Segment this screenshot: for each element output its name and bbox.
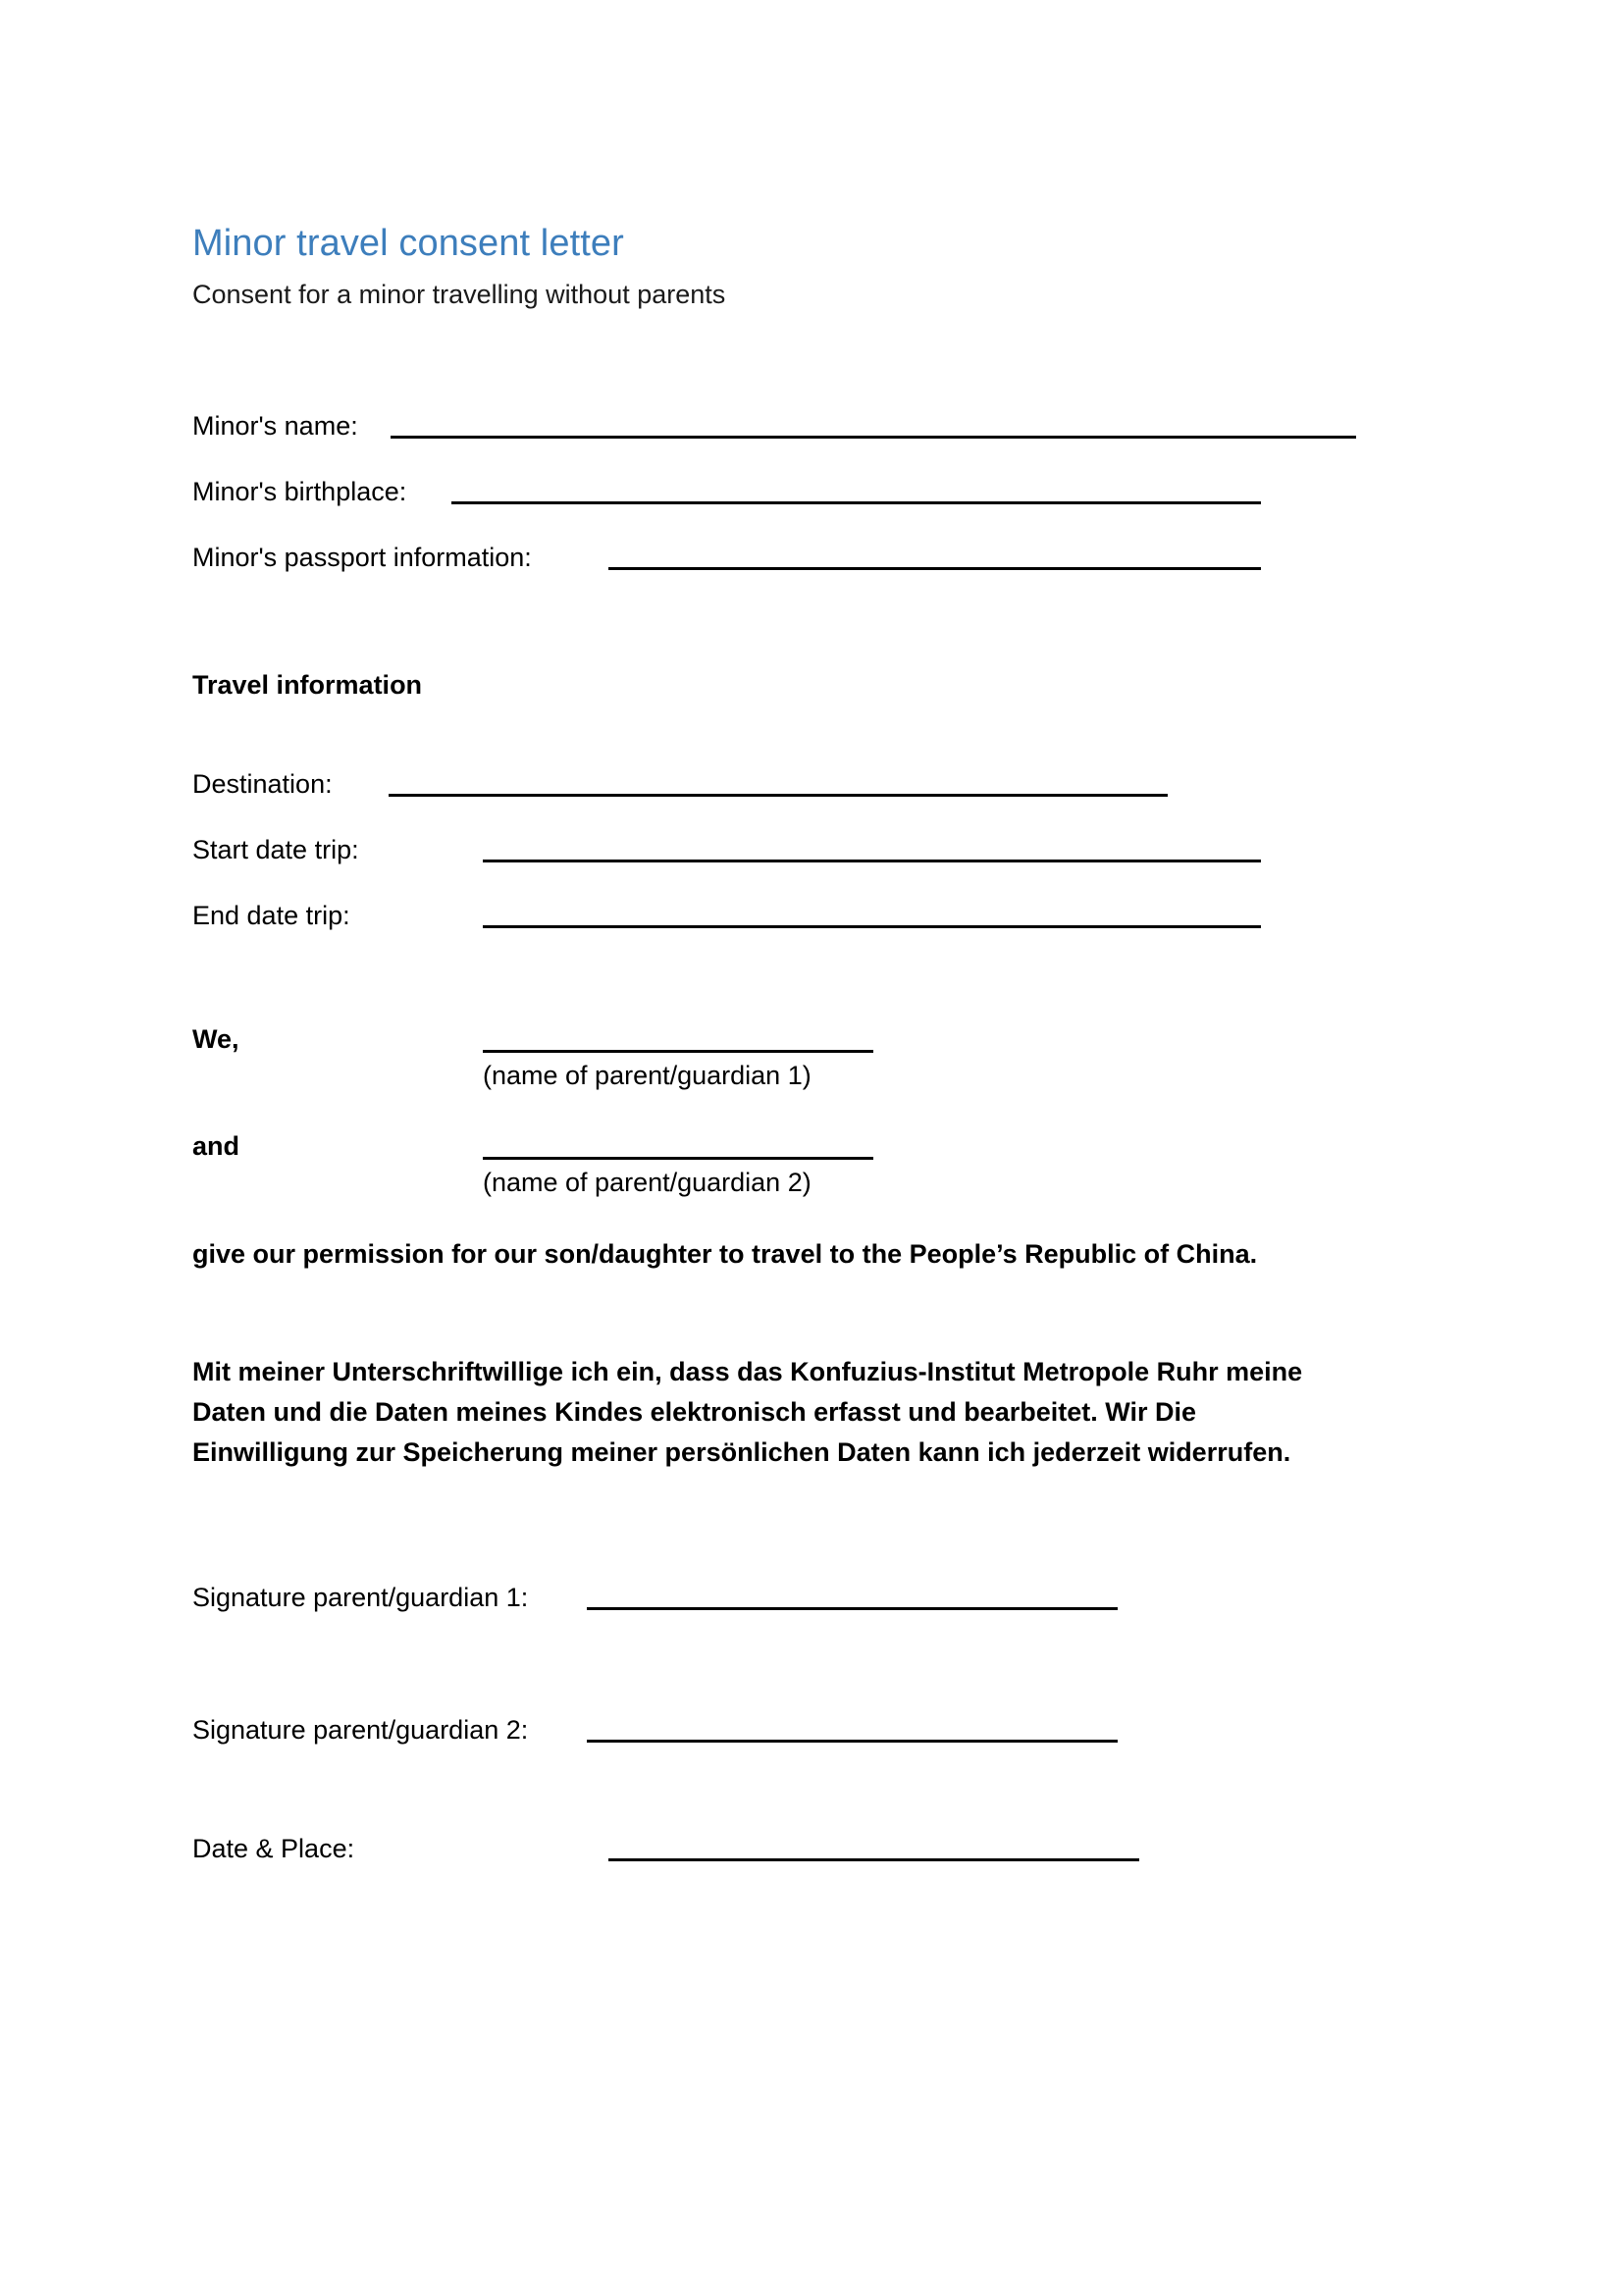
page-subtitle: Consent for a minor travelling without parents [192,280,726,309]
field-line-minor-birthplace[interactable] [451,501,1261,504]
field-label-minor-name: Minor's name: [192,411,358,441]
page-title: Minor travel consent letter [192,223,624,264]
field-label-date-place: Date & Place: [192,1834,355,1863]
field-line-end-date[interactable] [483,925,1261,928]
field-line-signature-guardian-2[interactable] [587,1740,1118,1743]
label-and: and [192,1131,240,1161]
consent-paragraph-line-2: Daten und die Daten meines Kindes elektronisch erfasst und bearbeitet. Wir Die [192,1397,1197,1427]
field-line-start-date[interactable] [483,860,1261,862]
field-label-signature-guardian-1: Signature parent/guardian 1: [192,1583,529,1612]
field-line-guardian-1[interactable] [483,1050,873,1053]
section-heading-travel-information: Travel information [192,670,423,700]
field-label-destination: Destination: [192,769,333,799]
field-label-signature-guardian-2: Signature parent/guardian 2: [192,1715,529,1745]
label-we: We, [192,1024,239,1054]
consent-paragraph [192,1352,1429,1473]
caption-guardian-2: (name of parent/guardian 2) [483,1168,812,1197]
permission-sentence: give our permission for our son/daughter to travel to the People’s Republic of China. [192,1239,1258,1269]
field-label-end-date: End date trip: [192,901,350,930]
field-line-minor-passport[interactable] [608,567,1261,570]
field-line-signature-guardian-1[interactable] [587,1607,1118,1610]
consent-paragraph-line-3: Einwilligung zur Speicherung meiner persönlichen Daten kann ich jederzeit widerrufen. [192,1437,1291,1467]
caption-guardian-1: (name of parent/guardian 1) [483,1061,812,1090]
field-line-minor-name[interactable] [391,436,1356,439]
field-line-date-place[interactable] [608,1858,1139,1861]
field-line-destination[interactable] [389,794,1168,797]
field-label-start-date: Start date trip: [192,835,359,864]
field-label-minor-birthplace: Minor's birthplace: [192,477,407,506]
consent-paragraph-line-1: Mit meiner Unterschriftwillige ich ein, dass das Konfuzius-Institut Metropole Ruhr meine [192,1357,1303,1386]
field-line-guardian-2[interactable] [483,1157,873,1160]
field-label-minor-passport: Minor's passport information: [192,543,532,572]
